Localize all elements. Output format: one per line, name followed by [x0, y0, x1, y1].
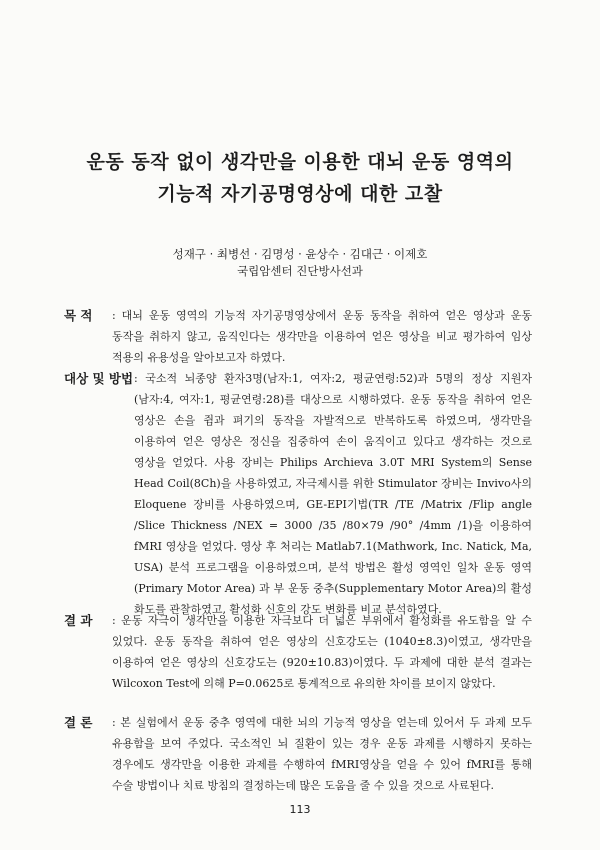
section-text-conclusion: : 본 실험에서 운동 중추 영역에 대한 뇌의 기능적 영상을 얻는데 있어서 두 과제 모두 유용함을 보여 주었다. 국소적인 뇌 질환이 있는 경우 운동 과제를 시행하지 못하는 경우에도 생각만을 이용한 과제를 수행하여 fMRI영상을 얻을 수 있어 fMRI를 통해 수술 방법이나 치료 방침의 결정하는데 많은 도움을 줄 수 있을 것으로 사료된다. [112, 716, 532, 792]
section-results [64, 610, 532, 694]
affiliation: 국립암센터 진단방사선과 [237, 264, 363, 278]
section-purpose [64, 305, 532, 368]
title-line-1: 운동 동작 없이 생각만을 이용한 대뇌 운동 영역의 [86, 151, 514, 173]
section-label-results: 결 과 [64, 613, 93, 628]
section-label-conclusion: 결 론 [64, 715, 93, 730]
section-methods [64, 368, 532, 620]
page-number: 113 [289, 803, 311, 816]
paper-title [40, 146, 560, 210]
section-label-purpose: 목 적 [64, 308, 93, 323]
author-list: 성재구 · 최병선 · 김명성 · 윤상수 · 김대근 · 이제호 [172, 247, 428, 261]
section-text-results: : 운동 자극이 생각만을 이용한 자극보다 더 넓은 부위에서 활성화를 유도함을 알 수 있었다. 운동 동작을 취하여 얻은 영상의 신호강도는 (1040±8.3)이였고, 생각만을 이용하여 얻은 영상의 신호강도는 (920±10.83)이였다. 두 과제에 대한 분석 결과는 Wilcoxon Test에 의해 P=0.0625로 통계적으로 유의한 차이를 보이지 않았다. [112, 614, 532, 690]
section-conclusion [64, 712, 532, 796]
section-text-methods: : 국소적 뇌종양 환자3명(남자:1, 여자:2, 평균연령:52)과 5명의 정상 지원자(남자:4, 여자:1, 평균연령:28)를 대상으로 시행하였다. 운동 동작을 취하여 얻은 영상은 손을 쥠과 펴기의 동작을 자발적으로 반복하도록 하였으며, 생각만을 이용하여 얻은 영상은 정신을 집중하여 손이 움직이고 있다고 생각하는 것으로 영상을 얻었다. 사용 장비는 Philips Archieva 3.0T MRI System의 Sense Head Coil(8Ch)을 사용하였고, 자극제시를 위한 Stimulator 장비는 Invivo사의 Eloquene 장비를 사용하였으며, GE-EPI기법(TR /TE /Matrix /Flip angle /Slice Thickness /NEX = 3000 /35 /80×79 /90° /4mm /1)을 이용하여 fMRI 영상을 얻었다. 영상 후 처리는 Matlab7.1(Mathwork, Inc. Natick, Ma, USA) 분석 프로그램을 이용하였으며, 분석 방법은 활성 영역인 일차 운동 영역(Primary Motor Area) 과 부 운동 중추(Supplementary Motor Area)의 활성 화도를 관찰하였고, 활성화 신호의 강도 변화를 비교 분석하였다. [134, 372, 532, 616]
title-line-2: 기능적 자기공명영상에 대한 고찰 [157, 183, 443, 205]
section-label-methods: 대상 및 방법 [64, 371, 134, 386]
section-text-purpose: : 대뇌 운동 영역의 기능적 자기공명영상에서 운동 동작을 취하여 얻은 영상과 운동 동작을 취하지 않고, 움직인다는 생각만을 이용하여 얻은 영상을 비교 평가하여 임상 적용의 유용성을 알아보고자 하였다. [112, 309, 532, 364]
